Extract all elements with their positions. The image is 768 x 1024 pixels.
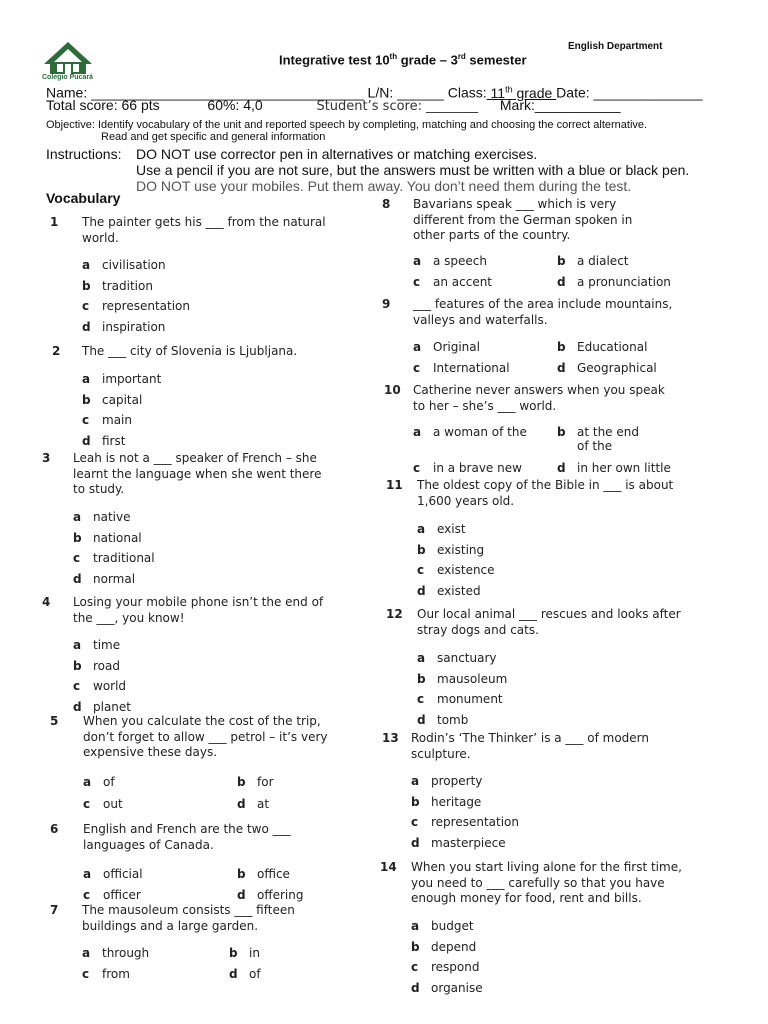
- question-number: 4: [42, 595, 51, 609]
- question-number: 14: [380, 860, 397, 874]
- option-letter: b: [557, 340, 566, 354]
- option-letter: d: [229, 967, 238, 981]
- option-text: depend: [431, 939, 477, 954]
- option-text: capital: [102, 392, 143, 407]
- option-letter: a: [411, 774, 420, 788]
- option-letter: b: [73, 658, 82, 673]
- answer-option-b[interactable]: [82, 393, 142, 407]
- option-text: through: [102, 946, 150, 960]
- question-number: 11: [386, 478, 403, 492]
- answer-option-a[interactable]: [73, 510, 130, 524]
- answer-option-b[interactable]: [417, 543, 484, 557]
- question-number: 13: [382, 731, 399, 745]
- option-text: officer: [103, 888, 141, 902]
- option-text: traditional: [93, 551, 155, 565]
- answer-option-a[interactable]: [73, 638, 120, 652]
- option-text: respond: [431, 960, 480, 974]
- option-text: of: [249, 967, 261, 981]
- percent-score: 60%: 4,0: [207, 97, 263, 113]
- instruction-line: Use a pencil if you are not sure, but the answers must be written with a blue or black pen.: [136, 162, 690, 178]
- total-score: Total score: 66 pts: [46, 97, 160, 113]
- option-text: a speech: [433, 254, 488, 268]
- answer-option-a[interactable]: [411, 919, 474, 933]
- answer-option-b[interactable]: [82, 279, 153, 293]
- name-field[interactable]: Name: ___________________________________: [46, 84, 364, 101]
- option-letter: a: [411, 919, 420, 933]
- objective-line: Objective: Identify vocabulary of the unit and reported speech by completing, matching and choosing the correct alternative.: [46, 119, 648, 131]
- option-letter: c: [413, 461, 421, 475]
- option-letter: d: [557, 360, 566, 375]
- answer-option-c[interactable]: [417, 563, 495, 577]
- option-text: exist: [437, 522, 466, 536]
- option-text: in a brave new: [433, 461, 522, 475]
- question-stem: English and French are the two ___ languages of Canada.: [83, 822, 291, 852]
- answer-option-a[interactable]: [411, 774, 482, 788]
- answer-option-c[interactable]: [413, 275, 492, 289]
- answer-option-a[interactable]: [417, 651, 497, 665]
- option-text: existing: [437, 542, 485, 557]
- question-stem: Losing your mobile phone isn’t the end of the ___, you know!: [73, 595, 324, 625]
- question-number: 9: [382, 297, 391, 311]
- option-text: first: [102, 433, 126, 448]
- option-letter: c: [413, 274, 421, 289]
- date-field[interactable]: Date: ______________: [556, 84, 703, 101]
- question-number: 3: [42, 451, 51, 465]
- option-letter: d: [82, 433, 91, 448]
- option-text: planet: [93, 699, 131, 714]
- option-text: in: [249, 946, 260, 960]
- answer-option-d[interactable]: [73, 572, 135, 586]
- option-text: an accent: [433, 274, 493, 289]
- option-letter: d: [237, 888, 246, 902]
- objective: [46, 119, 746, 143]
- answer-option-d[interactable]: [237, 888, 303, 902]
- option-text: a pronunciation: [577, 274, 671, 289]
- option-letter: b: [237, 867, 246, 881]
- question-stem: Our local animal ___ rescues and looks after stray dogs and cats.: [417, 607, 681, 637]
- option-letter: c: [411, 960, 419, 974]
- option-letter: a: [413, 254, 422, 268]
- answer-option-a[interactable]: [82, 372, 161, 386]
- option-text: representation: [102, 299, 191, 313]
- answer-option-a[interactable]: [83, 867, 143, 881]
- answer-option-a[interactable]: [413, 425, 527, 439]
- instruction-line: DO NOT use your mobiles. Put them away. You don’t need them during the test.: [136, 178, 632, 194]
- question-number: 2: [52, 344, 61, 358]
- option-text: property: [431, 774, 483, 788]
- option-text: inspiration: [102, 319, 166, 334]
- option-letter: b: [237, 775, 246, 789]
- question-stem: The oldest copy of the Bible in ___ is about 1,600 years old.: [417, 478, 674, 508]
- option-letter: d: [417, 583, 426, 598]
- option-text: at the end of the: [577, 425, 639, 453]
- option-letter: c: [82, 967, 90, 981]
- option-text: sanctuary: [437, 651, 497, 665]
- option-text: civilisation: [102, 258, 166, 272]
- answer-option-c[interactable]: [82, 299, 190, 313]
- option-text: of: [103, 775, 115, 789]
- question-stem: The painter gets his ___ from the natural world.: [82, 215, 326, 245]
- option-text: time: [93, 638, 121, 652]
- answer-option-c[interactable]: [73, 551, 155, 565]
- option-text: road: [93, 658, 120, 673]
- question-stem: When you calculate the cost of the trip, don’t forget to allow ___ petrol – it’s very expensive these days.: [83, 714, 328, 759]
- question-stem: Catherine never answers when you speak to her – she’s ___ world.: [413, 383, 665, 413]
- answer-option-b[interactable]: [73, 531, 142, 545]
- option-text: offering: [257, 888, 304, 902]
- option-letter: a: [83, 867, 92, 881]
- question-number: 8: [382, 197, 391, 211]
- option-letter: d: [237, 797, 246, 811]
- option-letter: a: [82, 372, 91, 386]
- answer-option-d[interactable]: [82, 320, 165, 334]
- option-letter: d: [73, 571, 82, 586]
- question-stem: Bavarians speak ___ which is very different from the German spoken in other parts of the country.: [413, 197, 633, 242]
- answer-option-d[interactable]: [73, 700, 131, 714]
- option-text: heritage: [431, 794, 482, 809]
- option-letter: c: [83, 888, 91, 902]
- answer-option-c[interactable]: [73, 679, 126, 693]
- option-letter: c: [73, 551, 81, 565]
- answer-option-d[interactable]: [557, 275, 671, 289]
- option-letter: a: [413, 340, 422, 354]
- option-letter: b: [229, 946, 238, 960]
- option-letter: c: [417, 692, 425, 706]
- instruction-line: DO NOT use corrector pen in alternatives or matching exercises.: [136, 146, 538, 162]
- class-field: Class: 11th grade: [447, 84, 557, 101]
- answer-option-a[interactable]: [82, 946, 149, 960]
- answer-option-b[interactable]: [411, 940, 476, 954]
- option-text: official: [103, 867, 143, 881]
- answer-option-d[interactable]: [229, 967, 261, 981]
- question-number: 6: [50, 822, 59, 836]
- answer-option-d[interactable]: [237, 797, 269, 811]
- option-letter: c: [73, 679, 81, 693]
- option-text: office: [257, 867, 290, 881]
- option-letter: b: [82, 278, 91, 293]
- option-letter: c: [83, 797, 91, 811]
- answer-option-d[interactable]: [417, 713, 468, 727]
- answer-option-b[interactable]: [557, 254, 629, 268]
- question-stem: The ___ city of Slovenia is Ljubljana.: [82, 344, 298, 358]
- option-text: out: [103, 797, 123, 811]
- option-text: a woman of the: [433, 425, 527, 439]
- option-letter: b: [82, 392, 91, 407]
- option-text: monument: [437, 692, 503, 706]
- option-letter: a: [82, 946, 91, 960]
- answer-option-b[interactable]: [229, 946, 260, 960]
- option-text: normal: [93, 571, 136, 586]
- option-letter: a: [413, 425, 422, 439]
- option-letter: d: [557, 274, 566, 289]
- department-label: English Department: [568, 41, 663, 52]
- answer-option-d[interactable]: [82, 434, 125, 448]
- question-number: 5: [50, 714, 59, 728]
- option-text: important: [102, 372, 162, 386]
- answer-option-b[interactable]: [557, 340, 647, 354]
- logo-text: Colegio Pucará: [42, 74, 93, 81]
- question-number: 12: [386, 607, 403, 621]
- mark-field[interactable]: Mark:___________: [499, 97, 621, 113]
- question-number: 1: [50, 215, 59, 229]
- option-text: organise: [431, 980, 483, 995]
- option-letter: c: [82, 413, 90, 427]
- option-text: world: [93, 679, 127, 693]
- answer-option-c[interactable]: [411, 960, 480, 974]
- option-text: International: [433, 360, 510, 375]
- option-text: existence: [437, 563, 495, 577]
- question-stem: When you start living alone for the first time, you need to ___ carefully so that you have enough money for food, rent and bills.: [411, 860, 682, 905]
- answer-option-c[interactable]: [413, 461, 522, 475]
- option-letter: b: [557, 425, 566, 439]
- answer-option-c[interactable]: [83, 797, 123, 811]
- option-letter: b: [411, 939, 420, 954]
- option-letter: c: [411, 815, 419, 829]
- question-number: 7: [50, 903, 59, 917]
- answer-option-b[interactable]: [557, 425, 639, 453]
- answer-option-c[interactable]: [411, 815, 519, 829]
- option-letter: b: [73, 530, 82, 545]
- answer-option-b[interactable]: [237, 775, 274, 789]
- test-title: Integrative test 10th grade – 3rd semester: [279, 52, 527, 68]
- option-text: a dialect: [577, 254, 629, 268]
- option-text: for: [257, 775, 274, 789]
- answer-option-b[interactable]: [411, 795, 481, 809]
- option-letter: d: [557, 461, 566, 475]
- option-text: at: [257, 797, 270, 811]
- answer-option-b[interactable]: [73, 659, 120, 673]
- option-letter: c: [413, 360, 421, 375]
- option-letter: c: [82, 299, 90, 313]
- answer-option-c[interactable]: [417, 692, 503, 706]
- answer-option-a[interactable]: [82, 258, 166, 272]
- option-letter: a: [417, 522, 426, 536]
- option-letter: d: [73, 699, 82, 714]
- option-letter: b: [417, 671, 426, 686]
- option-text: tradition: [102, 278, 153, 293]
- question-stem: ___ features of the area include mountains, valleys and waterfalls.: [413, 297, 673, 327]
- score-row: [46, 97, 621, 114]
- option-text: Original: [433, 340, 480, 354]
- option-letter: a: [82, 258, 91, 272]
- option-text: Educational: [577, 340, 648, 354]
- instructions: [46, 146, 689, 194]
- answer-option-d[interactable]: [557, 461, 671, 475]
- option-text: native: [93, 510, 131, 524]
- question-stem: The mausoleum consists ___ fifteen buildings and a large garden.: [82, 903, 295, 933]
- option-letter: b: [557, 254, 566, 268]
- answer-option-c[interactable]: [83, 888, 141, 902]
- option-text: main: [102, 413, 132, 427]
- answer-option-b[interactable]: [417, 672, 507, 686]
- question-stem: Rodin’s ‘The Thinker’ is a ___ of modern sculpture.: [411, 731, 649, 761]
- option-letter: a: [73, 638, 82, 652]
- question-number: 10: [384, 383, 401, 397]
- answer-option-a[interactable]: [413, 340, 480, 354]
- answer-option-a[interactable]: [83, 775, 115, 789]
- objective-line: Read and get specific and general information: [101, 131, 326, 143]
- ln-field[interactable]: L/N: ______: [367, 84, 444, 101]
- option-text: Geographical: [577, 360, 657, 375]
- option-letter: d: [411, 980, 420, 995]
- question-stem: Leah is not a ___ speaker of French – she learnt the language when she went there to study.: [73, 451, 322, 496]
- option-letter: c: [417, 563, 425, 577]
- answer-option-a[interactable]: [413, 254, 487, 268]
- option-letter: d: [411, 835, 420, 850]
- option-text: budget: [431, 919, 474, 933]
- answer-option-c[interactable]: [82, 413, 132, 427]
- option-text: tomb: [437, 712, 469, 727]
- option-text: masterpiece: [431, 835, 506, 850]
- instructions-label: Instructions:: [46, 146, 122, 162]
- answer-option-d[interactable]: [557, 361, 657, 375]
- option-letter: d: [417, 712, 426, 727]
- answer-option-d[interactable]: [417, 584, 481, 598]
- answer-option-d[interactable]: [411, 836, 506, 850]
- option-letter: a: [83, 775, 92, 789]
- answer-option-d[interactable]: [411, 981, 483, 995]
- option-text: mausoleum: [437, 671, 508, 686]
- option-text: in her own little: [577, 461, 671, 475]
- answer-option-c[interactable]: [82, 967, 130, 981]
- answer-option-a[interactable]: [417, 522, 466, 536]
- option-text: existed: [437, 583, 481, 598]
- option-letter: d: [82, 319, 91, 334]
- option-letter: a: [73, 510, 82, 524]
- option-letter: b: [411, 794, 420, 809]
- option-text: from: [102, 967, 130, 981]
- option-text: representation: [431, 815, 520, 829]
- option-letter: b: [417, 542, 426, 557]
- answer-option-b[interactable]: [237, 867, 290, 881]
- student-score-field[interactable]: Student’s score: ________: [316, 99, 479, 114]
- option-text: national: [93, 530, 142, 545]
- section-title: Vocabulary: [46, 190, 121, 206]
- option-letter: a: [417, 651, 426, 665]
- answer-option-c[interactable]: [413, 361, 510, 375]
